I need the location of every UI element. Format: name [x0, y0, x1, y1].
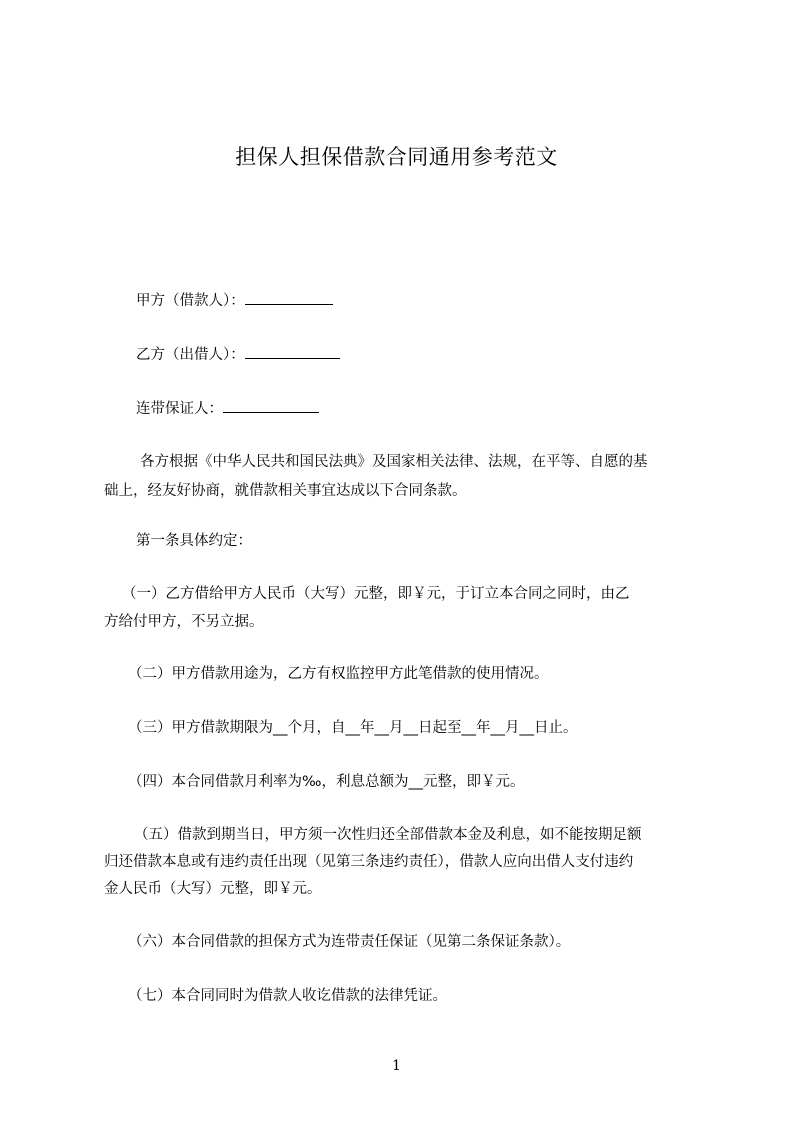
party-b-blank: [245, 344, 340, 359]
page-number: 1: [392, 1058, 401, 1074]
guarantor-blank: [223, 398, 319, 413]
party-a-label: 甲方（借款人）：: [136, 293, 245, 309]
clause-7: （七）本合同同时为借款人收讫借款的法律凭证。: [128, 988, 447, 1004]
document-title: 担保人担保借款合同通用参考范文: [235, 145, 558, 169]
clause-1-line-2: 方给付甲方，不另立据。: [104, 614, 264, 630]
clause-4: （四）本合同借款月利率为‰，利息总额为__元整，即￥元。: [128, 774, 525, 790]
clause-6: （六）本合同借款的担保方式为连带责任保证（见第二条保证条款）。: [128, 934, 571, 950]
article1-heading: 第一条具体约定：: [136, 533, 252, 549]
party-a-line: [136, 290, 333, 311]
clause-3: （三）甲方借款期限为__个月，自__年__月__日起至__年__月__日止。: [128, 720, 578, 736]
clause-5-line-1: （五）借款到期当日，甲方须一次性归还全部借款本金及利息，如不能按期足额: [134, 827, 642, 843]
party-a-blank: [245, 290, 333, 305]
party-b-label: 乙方（出借人）：: [136, 347, 245, 363]
party-b-line: [136, 344, 340, 365]
clause-2: （二）甲方借款用途为，乙方有权监控甲方此笔借款的使用情况。: [128, 666, 549, 682]
guarantor-label: 连带保证人：: [136, 401, 223, 417]
clause-1-line-1: （一）乙方借给甲方人民币（大写）元整，即￥元，于订立本合同之同时，由乙: [122, 586, 630, 602]
guarantor-line: [136, 398, 319, 419]
intro-line-1: 各方根据《中华人民共和国民法典》及国家相关法律、法规，在平等、自愿的基: [140, 454, 648, 470]
intro-line-2: 础上，经友好协商，就借款相关事宜达成以下合同条款。: [104, 483, 467, 499]
clause-5-line-3: 金人民币（大写）元整，即￥元。: [104, 881, 322, 897]
clause-5-line-2: 归还借款本息或有违约责任出现（见第三条违约责任），借款人应向出借人支付违约: [104, 854, 634, 870]
